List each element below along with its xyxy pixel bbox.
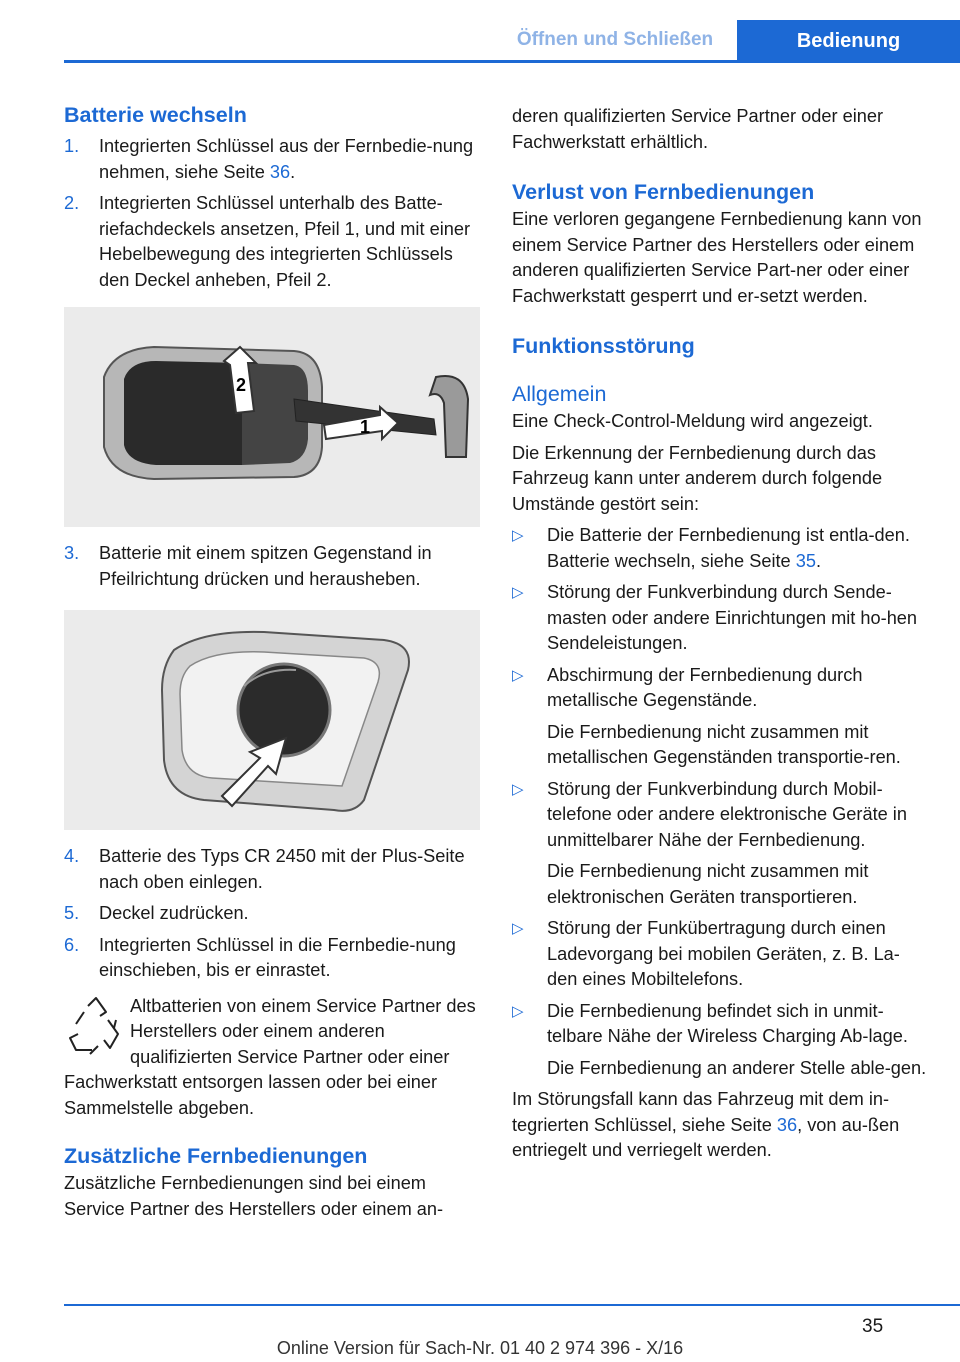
triangle-bullet-icon: ▷: [512, 584, 524, 601]
recycle-note: [64, 994, 480, 1122]
step-6: [64, 933, 480, 984]
right-column: [512, 104, 930, 1164]
step-text: Batterie mit einem spitzen Gegenstand in Pfeilrichtung drücken und herausheben.: [99, 543, 432, 589]
recycle-icon: [64, 994, 128, 1058]
continued-text: deren qualifizierten Service Partner oder einer Fachwerkstatt erhältlich.: [512, 106, 884, 152]
triangle-bullet-icon: ▷: [512, 527, 524, 544]
figure-key-open-cover: [64, 307, 480, 527]
loss-heading: Verlust von Fernbedienungen: [512, 180, 815, 204]
general-text-1: Eine Check-Control-Meldung wird angezeigt.: [512, 411, 873, 431]
step-text: Integrierten Schlüssel in die Fernbedie-nung einschieben, bis er einrastet.: [99, 934, 456, 980]
step-4: [64, 844, 480, 895]
list-item-note: Die Fernbedienung an anderer Stelle able-gen.: [547, 1057, 927, 1078]
step-text: Integrierten Schlüssel unterhalb des Batte-riefachdeckels ansetzen, Pfeil 1, und mit einer Hebelbewegung des integrierten Schlüssels den Deckel anheben, Pfeil 2.: [99, 193, 471, 290]
list-item: [512, 777, 930, 854]
triangle-bullet-icon: ▷: [512, 666, 524, 684]
figure-battery-remove: [64, 610, 480, 830]
list-item-note: Die Fernbedienung nicht zusammen mit elektronischen Geräten transportieren.: [547, 861, 869, 907]
closing-text: Im Störungsfall kann das Fahrzeug mit dem in-tegrierten Schlüssel, siehe Seite 36, von au-ßen entriegelt und verriegelt werden.: [512, 1089, 900, 1160]
step-text: Integrierten Schlüssel aus der Fernbedie-nung nehmen, siehe Seite 36.: [99, 136, 474, 182]
list-item: [512, 999, 930, 1050]
arrow-label-2: 2: [236, 375, 247, 395]
list-item-text: Störung der Funkverbindung durch Mobil-telefone oder andere elektronische Geräte in unmittelbarer Nähe der Fernbedienung.: [547, 778, 907, 850]
list-item-text: Störung der Funkverbindung durch Sende-masten oder andere Einrichtungen mit ho-hen Sendeleistungen.: [547, 582, 918, 653]
step-number: 6.: [64, 934, 80, 955]
step-number: 3.: [64, 543, 80, 563]
step-1: [64, 134, 480, 185]
list-item-text: Die Batterie der Fernbedienung ist entla-den. Batterie wechseln, siehe Seite 35.: [547, 525, 910, 571]
footer-rule: [64, 1304, 960, 1306]
key-cover-illustration: [64, 307, 480, 527]
step-number: 4.: [64, 846, 80, 866]
recycle-note-text: Altbatterien von einem Service Partner des Herstellers oder einem anderen qualifizierten Service Partner oder einer Fachwerkstatt entsorgen lassen oder bei einer Sammelstelle abgeben.: [64, 995, 476, 1118]
extra-remotes-text: Zusätzliche Fernbedienungen sind bei einem Service Partner des Herstellers oder einem an-: [64, 1173, 444, 1219]
list-item: [512, 663, 930, 714]
list-item: [512, 580, 930, 657]
page-link[interactable]: 35: [795, 550, 816, 571]
page-link[interactable]: 36: [269, 161, 291, 182]
step-3: [64, 541, 480, 592]
step-5: [64, 901, 480, 927]
page-number: 35: [862, 1316, 884, 1337]
online-version-note: Online Version für Sach-Nr. 01 40 2 974 396 - X/16: [276, 1338, 684, 1358]
loss-text: Eine verloren gegangene Fernbedienung kann von einem Service Partner des Herstellers oder einem anderen qualifizierten Service Part-ner oder einer Fachwerkstatt gesperrt und er-setzt werden.: [512, 209, 922, 306]
list-item: [512, 523, 930, 574]
general-heading: Allgemein: [512, 382, 607, 406]
list-item-note: Die Fernbedienung nicht zusammen mit metallischen Gegenständen transportie-ren.: [547, 721, 901, 767]
step-number: 2.: [64, 193, 80, 213]
triangle-bullet-icon: ▷: [512, 780, 524, 798]
page-link[interactable]: 36: [776, 1114, 798, 1135]
triangle-bullet-icon: ▷: [512, 920, 524, 937]
header-chapter-tab: Bedienung: [737, 20, 960, 63]
left-column: [64, 100, 480, 1222]
list-item-text: Störung der Funkübertragung durch einen Ladevorgang bei mobilen Geräten, z. B. La-den eines Mobiltelefons.: [547, 918, 900, 989]
step-text: Deckel zudrücken.: [99, 903, 249, 923]
fault-heading: Funktionsstörung: [512, 334, 695, 358]
list-item: [512, 916, 930, 993]
header-section-title: Öffnen und Schließen: [516, 29, 714, 50]
step-number: 5.: [64, 903, 80, 923]
list-item-text: Die Fernbedienung befindet sich in unmit-telbare Nähe der Wireless Charging Ab-lage.: [547, 1000, 908, 1046]
arrow-label-1: 1: [360, 417, 371, 437]
step-text: Batterie des Typs CR 2450 mit der Plus-Seite nach oben einlegen.: [99, 846, 465, 892]
general-text-2: Die Erkennung der Fernbedienung durch das Fahrzeug kann unter anderem durch folgende Umstände gestört sein:: [512, 442, 883, 514]
header-rule: [64, 60, 960, 63]
battery-heading: Batterie wechseln: [64, 103, 247, 127]
step-2: [64, 191, 480, 293]
extra-remotes-heading: Zusätzliche Fernbedienungen: [64, 1144, 368, 1168]
triangle-bullet-icon: ▷: [512, 1002, 524, 1020]
list-item-text: Abschirmung der Fernbedienung durch metallische Gegenstände.: [547, 664, 863, 710]
battery-illustration: [64, 610, 480, 830]
step-number: 1.: [64, 136, 80, 156]
